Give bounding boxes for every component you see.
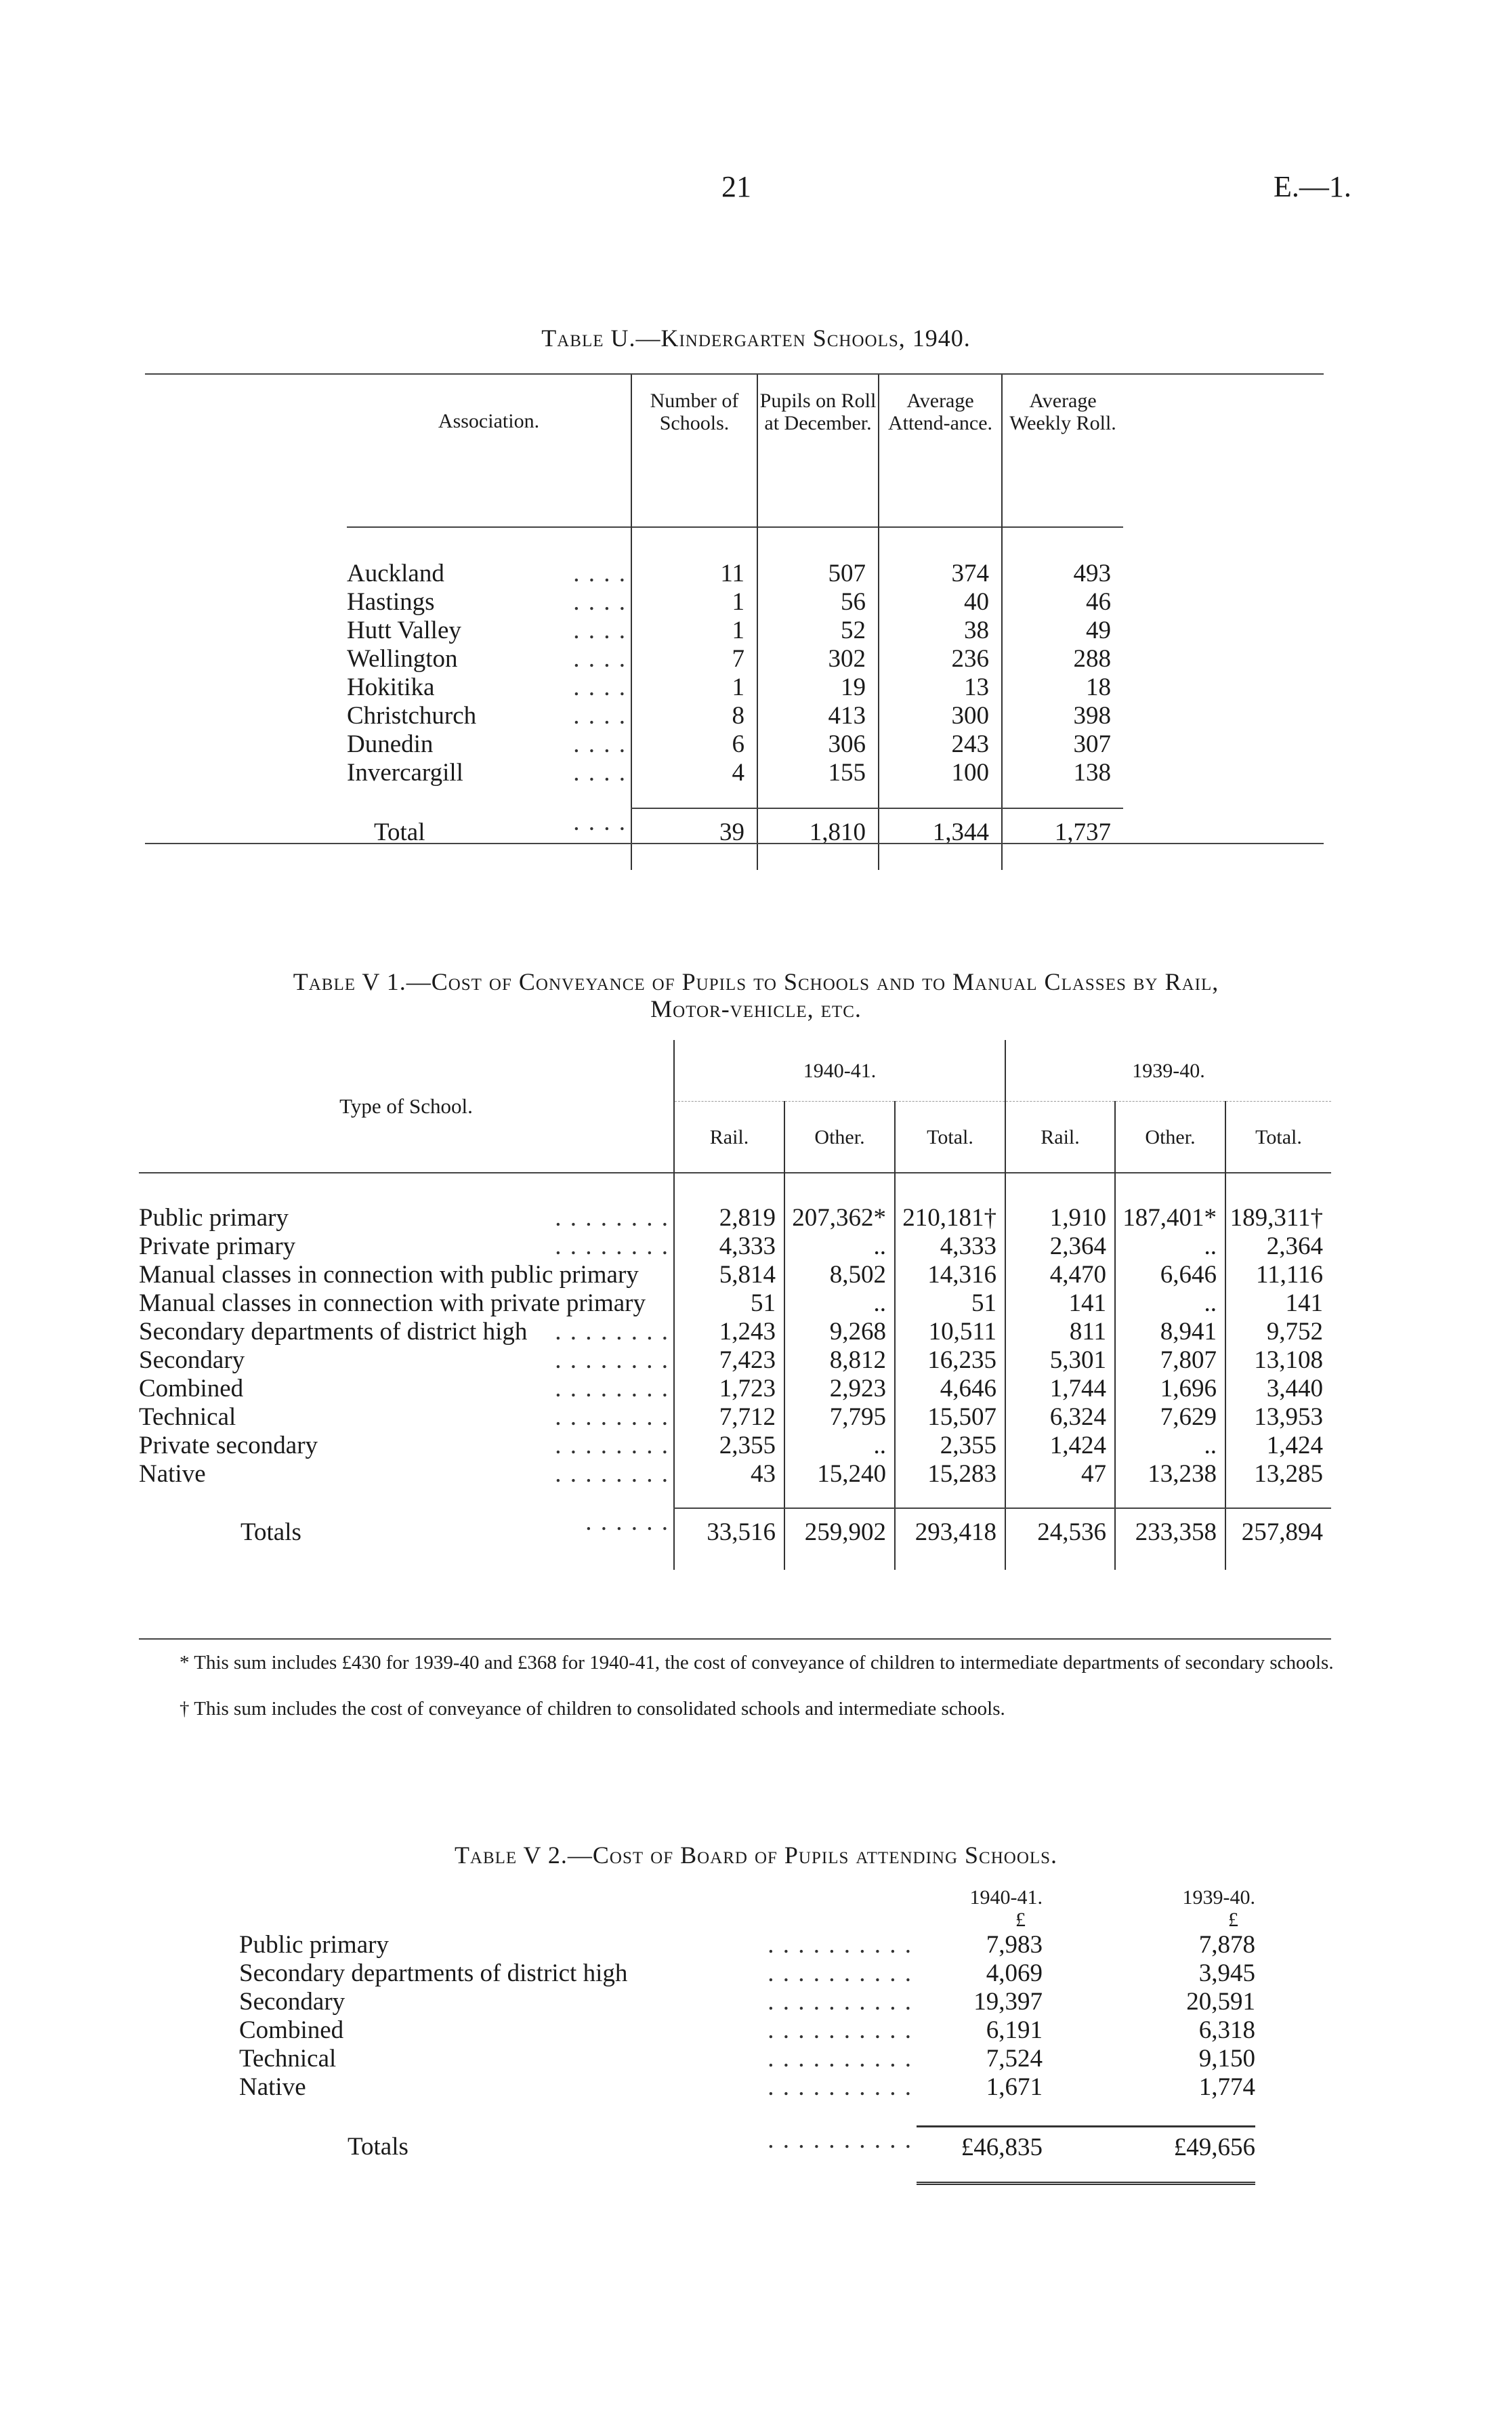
dot-leader: . . . . . . . . . . <box>768 2073 912 2101</box>
table-cell: 141 <box>1005 1289 1115 1318</box>
spacer-cell <box>631 787 757 808</box>
total-row <box>139 1508 1331 1556</box>
spacer-cell <box>1005 1489 1115 1508</box>
footnote-asterisk: * This sum includes £430 for 1939-40 and £368 for 1940-41, the cost of conveyance of children to intermediate departments of secondary schools. <box>180 1652 1334 1673</box>
table-row <box>139 1346 1331 1375</box>
table-row <box>347 588 1123 617</box>
row-label-cell <box>347 702 631 730</box>
table-u-bottom-rule <box>145 843 1324 844</box>
table-cell: 288 <box>1002 645 1123 673</box>
total-cell: 293,418 <box>895 1508 1005 1556</box>
row-label: Totals <box>240 1518 301 1546</box>
table-cell: 9,150 <box>1198 2045 1255 2073</box>
spacer-cell <box>784 1489 895 1508</box>
period-header: 1940-41. <box>674 1040 1005 1102</box>
table-cell: 7,795 <box>784 1403 895 1432</box>
dot-leader: . . . . . . . . . . <box>768 1959 912 1987</box>
row-label: Public primary <box>139 1204 289 1232</box>
column-header: Rail. <box>674 1102 784 1173</box>
table-cell: 51 <box>895 1289 1005 1318</box>
table-row <box>139 1289 1331 1318</box>
total-cell: 39 <box>631 808 757 856</box>
spacer-cell <box>1115 1556 1225 1570</box>
table-row <box>347 759 1123 787</box>
table-row <box>139 1204 1331 1232</box>
table-cell: 15,240 <box>784 1460 895 1489</box>
spacer-cell <box>1115 1173 1225 1204</box>
row-label: Native <box>239 2073 306 2101</box>
column-header: Number of Schools. <box>631 375 757 527</box>
table-cell: 306 <box>757 730 879 759</box>
row-label-cell <box>347 808 631 856</box>
column-header: Rail. <box>1005 1102 1115 1173</box>
table-cell: 8,941 <box>1115 1318 1225 1346</box>
dot-leader: . . . . . . . . <box>555 1232 669 1260</box>
table-cell: 8 <box>631 702 757 730</box>
table-cell: 302 <box>757 645 879 673</box>
row-label: Dunedin <box>347 730 434 758</box>
table-cell: 189,311† <box>1225 1204 1331 1232</box>
column-header: Average Weekly Roll. <box>1002 375 1123 527</box>
table-row <box>139 1318 1331 1346</box>
spacer-cell <box>139 1556 674 1570</box>
table-cell: 15,507 <box>895 1403 1005 1432</box>
dot-leader: . . . . . . . . . . <box>768 2126 912 2154</box>
table-cell: 3,440 <box>1225 1375 1331 1403</box>
table-cell: 187,401* <box>1115 1204 1225 1232</box>
row-label: Auckland <box>347 560 444 587</box>
table-cell: 7,983 <box>986 1931 1043 1959</box>
row-label: Private secondary <box>139 1432 318 1459</box>
row-label-cell <box>347 645 631 673</box>
row-label: Secondary departments of district high <box>239 1959 628 1987</box>
table-cell: 100 <box>879 759 1002 787</box>
column-header: Other. <box>1115 1102 1225 1173</box>
table-cell: 9,268 <box>784 1318 895 1346</box>
spacer-cell <box>674 1556 784 1570</box>
table-cell: 5,814 <box>674 1261 784 1289</box>
footnote-dagger: † This sum includes the cost of conveyance of children to consolidated schools and intermediate schools. <box>180 1698 1005 1720</box>
table-cell: 493 <box>1002 560 1123 588</box>
total-cell: £49,656 <box>1173 2133 1255 2161</box>
table-cell: 13,108 <box>1225 1346 1331 1375</box>
table-cell: 52 <box>757 617 879 645</box>
row-label-cell <box>347 588 631 617</box>
table-row <box>239 1931 1255 1959</box>
table-cell: 46 <box>1002 588 1123 617</box>
table-row <box>347 645 1123 673</box>
row-label-cell <box>239 1988 917 2016</box>
total-cell: £46,835 <box>961 2133 1043 2161</box>
dot-leader: . . . . . . . . . . <box>768 1931 912 1959</box>
double-rule <box>1043 2168 1255 2183</box>
table-cell: 1,424 <box>1005 1432 1115 1460</box>
table-cell: 7 <box>631 645 757 673</box>
table-cell: 43 <box>674 1460 784 1489</box>
row-label-cell <box>139 1403 674 1432</box>
table-cell: 6,318 <box>1198 2016 1255 2044</box>
row-label: Private primary <box>139 1232 296 1260</box>
spacer-cell <box>347 527 631 560</box>
row-label-cell <box>139 1508 674 1556</box>
spacer-row <box>347 787 1123 808</box>
total-cell: 33,516 <box>674 1508 784 1556</box>
table-row <box>139 1432 1331 1460</box>
table-u-title: Table U.—Kindergarten Schools, 1940. <box>541 325 971 352</box>
table-row <box>239 2073 1255 2102</box>
table-cell: 398 <box>1002 702 1123 730</box>
table-cell: 47 <box>1005 1460 1115 1489</box>
dot-leader: . . . . . . . . <box>555 1346 669 1374</box>
table-cell: 138 <box>1002 759 1123 787</box>
spacer-cell <box>139 1173 674 1204</box>
table-cell: 307 <box>1002 730 1123 759</box>
spacer-cell <box>757 856 879 870</box>
table-cell: 1,774 <box>1198 2073 1255 2101</box>
table-row <box>347 673 1123 702</box>
dot-leader: . . . . . . . . <box>555 1318 669 1346</box>
dot-leader: . . . . <box>573 673 627 701</box>
table-cell: 300 <box>879 702 1002 730</box>
table-cell: 210,181† <box>895 1204 1005 1232</box>
row-label: Hokitika <box>347 673 435 701</box>
total-cell: 1,344 <box>879 808 1002 856</box>
spacer-cell <box>879 527 1002 560</box>
table-cell: 1,671 <box>986 2073 1043 2101</box>
spacer-cell <box>674 1173 784 1204</box>
table-cell: 7,712 <box>674 1403 784 1432</box>
spacer-cell <box>1005 1173 1115 1204</box>
dot-leader: . . . . . . . . <box>555 1375 669 1402</box>
column-header: Total. <box>1225 1102 1331 1173</box>
row-label-cell <box>347 560 631 588</box>
currency-unit: £ <box>1015 1909 1026 1931</box>
spacer-cell <box>631 856 757 870</box>
row-label-cell <box>139 1318 674 1346</box>
row-label: Combined <box>139 1375 244 1402</box>
dot-leader: . . . . . . . . <box>555 1432 669 1459</box>
period-header: 1939-40. <box>1182 1886 1255 1909</box>
double-rule <box>917 2168 1043 2183</box>
table-cell: 13,953 <box>1225 1403 1331 1432</box>
table-cell: 4,470 <box>1005 1261 1115 1289</box>
spacer-cell <box>784 1556 895 1570</box>
total-cell: 1,810 <box>757 808 879 856</box>
total-row <box>347 808 1123 856</box>
spacer-cell <box>1115 1489 1225 1508</box>
table-row <box>139 1232 1331 1261</box>
table-cell: 1 <box>631 617 757 645</box>
row-label-cell <box>347 673 631 702</box>
table-cell: 20,591 <box>1186 1988 1255 2016</box>
table-cell: 1,243 <box>674 1318 784 1346</box>
table-cell: 9,752 <box>1225 1318 1331 1346</box>
table-cell: 7,878 <box>1198 1931 1255 1959</box>
table-cell: 14,316 <box>895 1261 1005 1289</box>
spacer-cell <box>1225 1489 1331 1508</box>
table-row <box>139 1460 1331 1489</box>
table-u <box>347 375 1123 870</box>
table-cell: 1,696 <box>1115 1375 1225 1403</box>
document-code: E.—1. <box>1274 170 1351 203</box>
table-row <box>139 1261 1331 1289</box>
row-label: Hastings <box>347 588 435 616</box>
row-label-cell <box>239 1959 917 1988</box>
row-label: Secondary departments of district high <box>139 1318 528 1346</box>
row-label: Total <box>374 818 425 846</box>
dot-leader: . . . . . . <box>585 1508 669 1536</box>
column-header: Pupils on Roll at December. <box>757 375 879 527</box>
table-cell: 7,524 <box>986 2045 1043 2073</box>
total-cell: 233,358 <box>1115 1508 1225 1556</box>
currency-unit: £ <box>1228 1909 1238 1931</box>
dot-leader: . . . . . . . . . . <box>768 1988 912 2016</box>
table-row <box>347 560 1123 588</box>
spacer-cell <box>1002 527 1123 560</box>
row-label: Manual classes in connection with public primary <box>139 1261 639 1289</box>
table-cell: 40 <box>879 588 1002 617</box>
table-v1-title-line1: Table V 1.—Cost of Conveyance of Pupils to Schools and to Manual Classes by Rail, <box>293 968 1219 995</box>
table-cell: 51 <box>674 1289 784 1318</box>
dot-leader: . . . . <box>573 759 627 787</box>
table-cell: 4,069 <box>986 1959 1043 1987</box>
table-cell: 507 <box>757 560 879 588</box>
table-cell: 1 <box>631 673 757 702</box>
row-label-cell <box>239 1931 917 1959</box>
table-row <box>347 617 1123 645</box>
spacer-cell <box>139 1489 674 1508</box>
dot-leader: . . . . <box>573 645 627 673</box>
spacer-cell <box>879 787 1002 808</box>
table-cell: 1,910 <box>1005 1204 1115 1232</box>
type-of-school-header: Type of School. <box>339 1094 473 1118</box>
table-cell: 7,807 <box>1115 1346 1225 1375</box>
table-cell: 13,238 <box>1115 1460 1225 1489</box>
row-label-cell <box>139 1432 674 1460</box>
sum-rule <box>1043 2102 1255 2126</box>
table-cell: 811 <box>1005 1318 1115 1346</box>
table-cell: 6,191 <box>986 2016 1043 2044</box>
row-label-cell <box>139 1460 674 1489</box>
row-label: Combined <box>239 2016 344 2044</box>
table-cell: 56 <box>757 588 879 617</box>
table-row <box>239 1959 1255 1988</box>
table-cell: 10,511 <box>895 1318 1005 1346</box>
column-header: Other. <box>784 1102 895 1173</box>
table-cell: 2,364 <box>1225 1232 1331 1261</box>
row-label-cell <box>347 730 631 759</box>
table-v1 <box>139 1040 1331 1570</box>
row-label-cell <box>239 2126 917 2168</box>
row-label-cell <box>239 2016 917 2045</box>
period-header: 1940-41. <box>969 1886 1043 1909</box>
table-cell: 141 <box>1225 1289 1331 1318</box>
table-cell: .. <box>784 1289 895 1318</box>
table-cell: 8,812 <box>784 1346 895 1375</box>
table-cell: 155 <box>757 759 879 787</box>
spacer-cell <box>1002 856 1123 870</box>
row-label-cell <box>239 2045 917 2073</box>
dot-leader: . . . . . . . . . . <box>768 2045 912 2073</box>
row-label: Public primary <box>239 1931 389 1959</box>
row-label: Wellington <box>347 645 458 673</box>
page-number: 21 <box>721 170 751 203</box>
dot-leader: . . . . <box>573 702 627 730</box>
table-row <box>239 2016 1255 2045</box>
table-cell: 19,397 <box>973 1988 1043 2016</box>
table-v2 <box>239 1886 1255 2185</box>
table-cell: 13 <box>879 673 1002 702</box>
table-row <box>239 2045 1255 2073</box>
spacer-cell <box>347 856 631 870</box>
table-cell: 18 <box>1002 673 1123 702</box>
row-label-cell <box>139 1232 674 1261</box>
row-label-cell <box>139 1204 674 1232</box>
table-v2-title: Table V 2.—Cost of Board of Pupils attending Schools. <box>454 1842 1058 1869</box>
row-label: Secondary <box>139 1346 245 1374</box>
table-cell: 2,355 <box>674 1432 784 1460</box>
table-u-header-row <box>347 375 1123 527</box>
row-label: Native <box>139 1460 206 1488</box>
table-cell: 1 <box>631 588 757 617</box>
table-cell: 236 <box>879 645 1002 673</box>
table-row <box>139 1403 1331 1432</box>
table-cell: 2,355 <box>895 1432 1005 1460</box>
table-cell: 1,744 <box>1005 1375 1115 1403</box>
spacer-cell <box>895 1173 1005 1204</box>
table-cell: 11 <box>631 560 757 588</box>
row-label: Totals <box>348 2133 408 2161</box>
table-cell: 4,333 <box>895 1232 1005 1261</box>
table-cell: 2,819 <box>674 1204 784 1232</box>
row-label-cell <box>347 617 631 645</box>
table-cell: 4 <box>631 759 757 787</box>
period-header-row <box>139 1040 1331 1102</box>
row-label-cell <box>139 1261 674 1289</box>
total-cell: 1,737 <box>1002 808 1123 856</box>
column-header: Average Attend-ance. <box>879 375 1002 527</box>
total-cell: 259,902 <box>784 1508 895 1556</box>
table-cell: 8,502 <box>784 1261 895 1289</box>
dot-leader: . . . . <box>573 730 627 758</box>
table-cell: 11,116 <box>1225 1261 1331 1289</box>
table-v1-bottom-rule <box>139 1638 1331 1640</box>
row-label: Invercargill <box>347 759 463 787</box>
table-cell: 49 <box>1002 617 1123 645</box>
table-cell: 243 <box>879 730 1002 759</box>
table-cell: 2,364 <box>1005 1232 1115 1261</box>
row-label: Christchurch <box>347 702 477 730</box>
row-label-cell <box>347 759 631 787</box>
table-cell: 38 <box>879 617 1002 645</box>
table-v1-title-line2: Motor-vehicle, etc. <box>650 995 862 1022</box>
table-cell: 13,285 <box>1225 1460 1331 1489</box>
spacer-cell <box>895 1556 1005 1570</box>
row-label: Technical <box>139 1403 236 1431</box>
total-row <box>239 2126 1255 2168</box>
spacer-cell <box>1005 1556 1115 1570</box>
table-cell: 3,945 <box>1198 1959 1255 1987</box>
spacer-cell <box>879 856 1002 870</box>
table-cell: 7,629 <box>1115 1403 1225 1432</box>
spacer-cell <box>347 787 631 808</box>
row-label-cell <box>139 1346 674 1375</box>
dot-leader: . . . . <box>573 617 627 644</box>
spacer-cell <box>1002 787 1123 808</box>
row-label-cell <box>239 2073 917 2102</box>
dot-leader: . . . . . . . . <box>555 1460 669 1488</box>
spacer-cell <box>1225 1173 1331 1204</box>
spacer-cell <box>757 787 879 808</box>
table-cell: 19 <box>757 673 879 702</box>
total-cell: 24,536 <box>1005 1508 1115 1556</box>
table-cell: .. <box>1115 1232 1225 1261</box>
dot-leader: . . . . . . . . <box>555 1403 669 1431</box>
table-cell: 6 <box>631 730 757 759</box>
spacer-cell <box>674 1489 784 1508</box>
table-cell: .. <box>1115 1432 1225 1460</box>
table-cell: 207,362* <box>784 1204 895 1232</box>
row-label-cell <box>139 1375 674 1403</box>
spacer-cell <box>631 527 757 560</box>
table-cell: 15,283 <box>895 1460 1005 1489</box>
table-row <box>347 730 1123 759</box>
row-label: Manual classes in connection with private primary <box>139 1289 646 1317</box>
spacer-cell <box>784 1173 895 1204</box>
table-cell: 1,424 <box>1225 1432 1331 1460</box>
table-cell: 7,423 <box>674 1346 784 1375</box>
column-header: Association. <box>438 410 540 432</box>
column-header: Total. <box>895 1102 1005 1173</box>
dot-leader: . . . . <box>573 808 627 836</box>
table-cell: 4,333 <box>674 1232 784 1261</box>
table-cell: .. <box>784 1232 895 1261</box>
table-cell: 6,324 <box>1005 1403 1115 1432</box>
spacer-cell <box>1225 1556 1331 1570</box>
table-row <box>239 1988 1255 2016</box>
period-header-row <box>239 1886 1255 1909</box>
dot-leader: . . . . <box>573 588 627 616</box>
row-label: Secondary <box>239 1988 345 2016</box>
table-row <box>347 702 1123 730</box>
table-cell: .. <box>1115 1289 1225 1318</box>
table-cell: 413 <box>757 702 879 730</box>
row-label: Technical <box>239 2045 337 2073</box>
sum-rule <box>917 2102 1043 2126</box>
table-cell: 6,646 <box>1115 1261 1225 1289</box>
spacer-cell <box>757 527 879 560</box>
table-cell: 16,235 <box>895 1346 1005 1375</box>
table-row <box>139 1375 1331 1403</box>
row-label-cell <box>139 1289 674 1318</box>
dot-leader: . . . . . . . . <box>555 1204 669 1232</box>
table-cell: 4,646 <box>895 1375 1005 1403</box>
table-cell: 5,301 <box>1005 1346 1115 1375</box>
unit-row <box>239 1909 1255 1931</box>
dot-leader: . . . . <box>573 560 627 587</box>
dot-leader: . . . . . . . . . . <box>768 2016 912 2044</box>
spacer-cell <box>895 1489 1005 1508</box>
table-cell: 374 <box>879 560 1002 588</box>
table-cell: 1,723 <box>674 1375 784 1403</box>
period-header: 1939-40. <box>1005 1040 1331 1102</box>
total-cell: 257,894 <box>1225 1508 1331 1556</box>
table-cell: 2,923 <box>784 1375 895 1403</box>
table-cell: .. <box>784 1432 895 1460</box>
row-label: Hutt Valley <box>347 617 461 644</box>
spacer-row <box>347 527 1123 560</box>
